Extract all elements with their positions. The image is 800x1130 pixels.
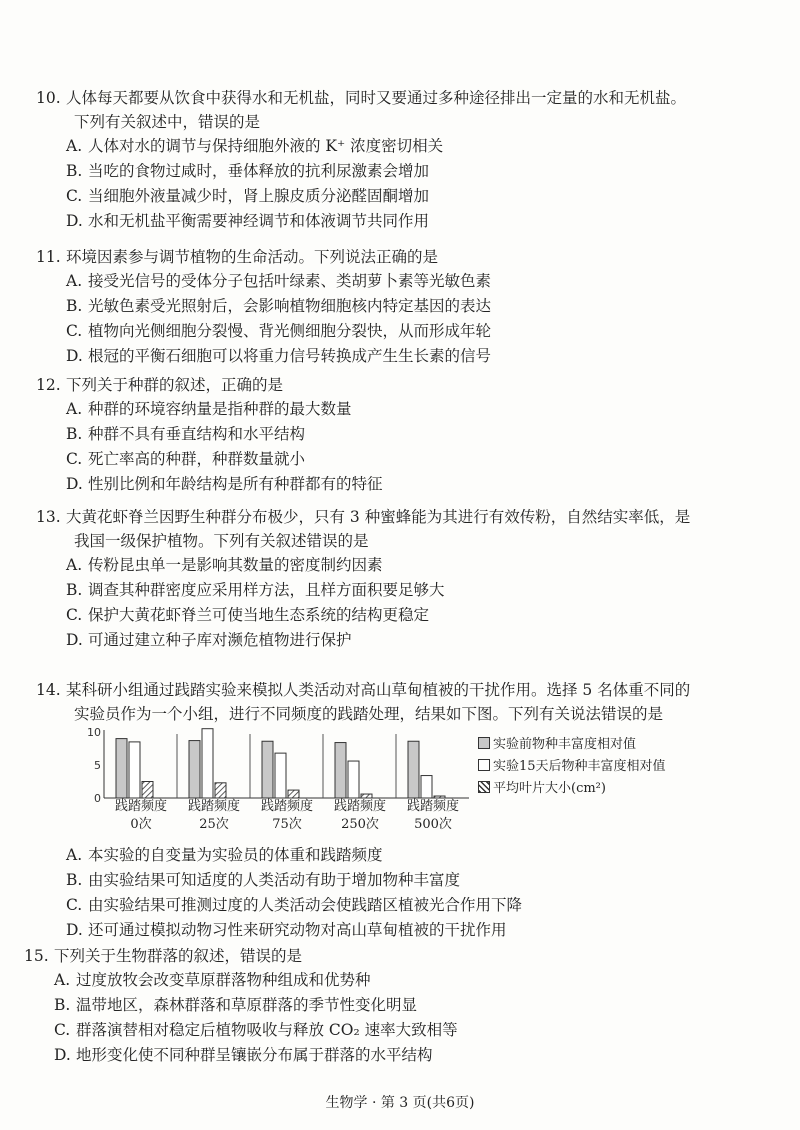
- x-tick-label-line2: 75次: [272, 817, 302, 832]
- legend-swatch-white: [478, 759, 490, 771]
- option-label: A.: [66, 846, 83, 864]
- option-text: 水和无机盐平衡需要神经调节和体液调节共同作用: [88, 212, 430, 230]
- y-tick-label: 5: [94, 759, 101, 772]
- question-text: 下列关于种群的叙述，正确的是: [66, 376, 284, 394]
- question-number: 14.: [36, 681, 61, 699]
- option-a: [36, 134, 776, 159]
- option-text: 过度放牧会改变草原群落物种组成和优势种: [76, 971, 371, 989]
- option-label: C.: [66, 322, 83, 340]
- option-c: [36, 184, 776, 209]
- option-label: A.: [66, 272, 83, 290]
- x-tick-label-line2: 25次: [199, 817, 229, 832]
- y-tick-label: 0: [94, 792, 101, 805]
- question-stem: [36, 505, 776, 529]
- bar-chart-plot: [87, 726, 470, 805]
- chart-legend: [478, 734, 666, 800]
- question-number: 10.: [36, 89, 61, 107]
- question-text: 环境因素参与调节植物的生命活动。下列说法正确的是: [66, 248, 439, 266]
- option-c: [36, 447, 776, 472]
- option-a: [36, 269, 776, 294]
- bar-series-1: [189, 741, 200, 798]
- option-b: [24, 993, 764, 1018]
- bar-series-1: [335, 743, 346, 798]
- option-c: [24, 1018, 764, 1043]
- option-label: B.: [66, 297, 83, 315]
- question-number: 11.: [36, 248, 61, 266]
- option-text: 调查其种群密度应采用样方法，且样方面积要足够大: [88, 581, 445, 599]
- option-text: 还可通过模拟动物习性来研究动物对高山草甸植被的干扰作用: [88, 921, 507, 939]
- x-tick-label-line1: 践踏频度: [187, 799, 240, 814]
- option-a: [36, 553, 776, 578]
- option-d: [36, 344, 776, 369]
- bar-series-1: [262, 741, 273, 798]
- option-label: A.: [66, 400, 83, 418]
- question-14: [36, 678, 776, 726]
- question-text: 人体每天都要从饮食中获得水和无机盐，同时又要通过多种途径排出一定量的水和无机盐。: [66, 89, 687, 107]
- option-text: 本实验的自变量为实验员的体重和践踏频度: [88, 846, 383, 864]
- option-d: [36, 209, 776, 234]
- trampling-chart: [87, 726, 780, 846]
- question-text: 大黄花虾脊兰因野生种群分布极少，只有 3 种蜜蜂能为其进行有效传粉，自然结实率低，是: [66, 508, 691, 526]
- question-11: [36, 245, 776, 369]
- x-tick-label-line1: 践踏频度: [406, 799, 459, 814]
- option-label: C.: [66, 606, 83, 624]
- option-label: A.: [54, 971, 71, 989]
- option-label: B.: [66, 425, 83, 443]
- option-d: [36, 472, 776, 497]
- x-tick-label: [179, 798, 249, 834]
- option-label: C.: [66, 896, 83, 914]
- option-label: C.: [54, 1021, 71, 1039]
- option-label: D.: [66, 631, 83, 649]
- x-tick-label-line2: 250次: [341, 817, 379, 832]
- option-label: A.: [66, 556, 83, 574]
- option-b: [36, 422, 776, 447]
- option-text: 死亡率高的种群，种群数量就小: [88, 450, 306, 468]
- bar-series-1: [116, 739, 127, 798]
- option-label: B.: [66, 871, 83, 889]
- option-c: [36, 603, 776, 628]
- page-footer: 生物学 · 第 3 页(共6页): [325, 1095, 475, 1111]
- question-13: [36, 505, 776, 653]
- bar-series-3: [288, 790, 299, 798]
- option-label: B.: [66, 581, 83, 599]
- question-text-continued: 实验员作为一个小组，进行不同频度的践踏处理，结果如下图。下列有关说法错误的是: [74, 705, 664, 723]
- question-text: 下列关于生物群落的叙述，错误的是: [54, 947, 303, 965]
- legend-item-before: [478, 734, 666, 756]
- bar-series-2: [129, 742, 140, 798]
- x-tick-label-line2: 500次: [414, 817, 452, 832]
- option-label: D.: [66, 921, 83, 939]
- option-text: 由实验结果可知适度的人类活动有助于增加物种丰富度: [88, 871, 461, 889]
- option-text: 地形变化使不同种群呈镶嵌分布属于群落的水平结构: [76, 1046, 433, 1064]
- bar-series-2: [275, 753, 286, 798]
- question-15: [24, 944, 764, 1068]
- question-number: 15.: [24, 947, 49, 965]
- bar-series-2: [421, 776, 432, 798]
- option-text: 当细胞外液量减少时，肾上腺皮质分泌醛固酮增加: [88, 187, 430, 205]
- option-label: B.: [66, 162, 83, 180]
- x-tick-label-line1: 践踏频度: [260, 799, 313, 814]
- question-stem: [36, 245, 776, 269]
- legend-label: 实验前物种丰富度相对值: [493, 737, 637, 752]
- bar-series-3: [142, 782, 153, 799]
- question-text-continued: 我国一级保护植物。下列有关叙述错误的是: [74, 532, 369, 550]
- option-b: [36, 578, 776, 603]
- option-text: 当吃的食物过咸时，垂体释放的抗利尿激素会增加: [88, 162, 430, 180]
- x-tick-label-line1: 践踏频度: [114, 799, 167, 814]
- option-text: 传粉昆虫单一是影响其数量的密度制约因素: [88, 556, 383, 574]
- option-label: A.: [66, 137, 83, 155]
- legend-swatch-hatched: [478, 781, 490, 793]
- question-stem: [36, 678, 776, 702]
- bar-series-2: [348, 761, 359, 798]
- option-b: [36, 868, 776, 893]
- option-text: 根冠的平衡石细胞可以将重力信号转换成产生生长素的信号: [88, 347, 492, 365]
- question-number: 13.: [36, 508, 61, 526]
- option-label: D.: [66, 475, 83, 493]
- question-number: 12.: [36, 376, 61, 394]
- option-b: [36, 159, 776, 184]
- option-a: [24, 968, 764, 993]
- option-label: D.: [66, 347, 83, 365]
- legend-item-after: [478, 756, 666, 778]
- question-text-continued: 下列有关叙述中，错误的是: [74, 113, 261, 131]
- question-text: 某科研小组通过践踏实验来模拟人类活动对高山草甸植被的干扰作用。选择 5 名体重不同的: [66, 681, 691, 699]
- legend-item-leaf: [478, 778, 666, 800]
- x-tick-label: [252, 798, 322, 834]
- option-text: 性别比例和年龄结构是所有种群都有的特征: [88, 475, 383, 493]
- bar-series-2: [202, 729, 213, 798]
- option-a: [36, 397, 776, 422]
- x-tick-label-line1: 践踏频度: [333, 799, 386, 814]
- option-c: [36, 893, 776, 918]
- y-tick-label: 10: [87, 726, 101, 739]
- option-label: C.: [66, 450, 83, 468]
- option-text: 群落演替相对稳定后植物吸收与释放 CO₂ 速率大致相等: [76, 1021, 458, 1039]
- question-stem: [36, 86, 776, 110]
- x-tick-label: [106, 798, 176, 834]
- bar-series-1: [408, 741, 419, 798]
- option-d: [36, 918, 776, 943]
- option-text: 光敏色素受光照射后，会影响植物细胞核内特定基因的表达: [88, 297, 492, 315]
- option-text: 由实验结果可推测过度的人类活动会使践踏区植被光合作用下降: [88, 896, 523, 914]
- option-b: [36, 294, 776, 319]
- option-label: C.: [66, 187, 83, 205]
- legend-swatch-gray: [478, 737, 490, 749]
- x-tick-label-line2: 0次: [130, 817, 152, 832]
- question-14-options: [36, 843, 776, 943]
- question-stem: [36, 373, 776, 397]
- option-text: 种群不具有垂直结构和水平结构: [88, 425, 306, 443]
- x-tick-label: [398, 798, 468, 834]
- option-label: B.: [54, 996, 71, 1014]
- question-10: [36, 86, 776, 234]
- legend-label: 实验15天后物种丰富度相对值: [493, 759, 666, 774]
- option-text: 植物向光侧细胞分裂慢、背光侧细胞分裂快，从而形成年轮: [88, 322, 492, 340]
- option-label: D.: [54, 1046, 71, 1064]
- option-a: [36, 843, 776, 868]
- legend-label: 平均叶片大小(cm²): [493, 781, 606, 796]
- question-12: [36, 373, 776, 497]
- option-text: 种群的环境容纳量是指种群的最大数量: [88, 400, 352, 418]
- option-text: 保护大黄花虾脊兰可使当地生态系统的结构更稳定: [88, 606, 430, 624]
- option-text: 接受光信号的受体分子包括叶绿素、类胡萝卜素等光敏色素: [88, 272, 492, 290]
- option-c: [36, 319, 776, 344]
- option-text: 可通过建立种子库对濒危植物进行保护: [88, 631, 352, 649]
- question-stem: [24, 944, 764, 968]
- option-label: D.: [66, 212, 83, 230]
- bar-series-3: [215, 783, 226, 798]
- option-text: 人体对水的调节与保持细胞外液的 K⁺ 浓度密切相关: [88, 137, 444, 155]
- option-text: 温带地区，森林群落和草原群落的季节性变化明显: [76, 996, 418, 1014]
- x-tick-label: [325, 798, 395, 834]
- option-d: [36, 628, 776, 653]
- option-d: [24, 1043, 764, 1068]
